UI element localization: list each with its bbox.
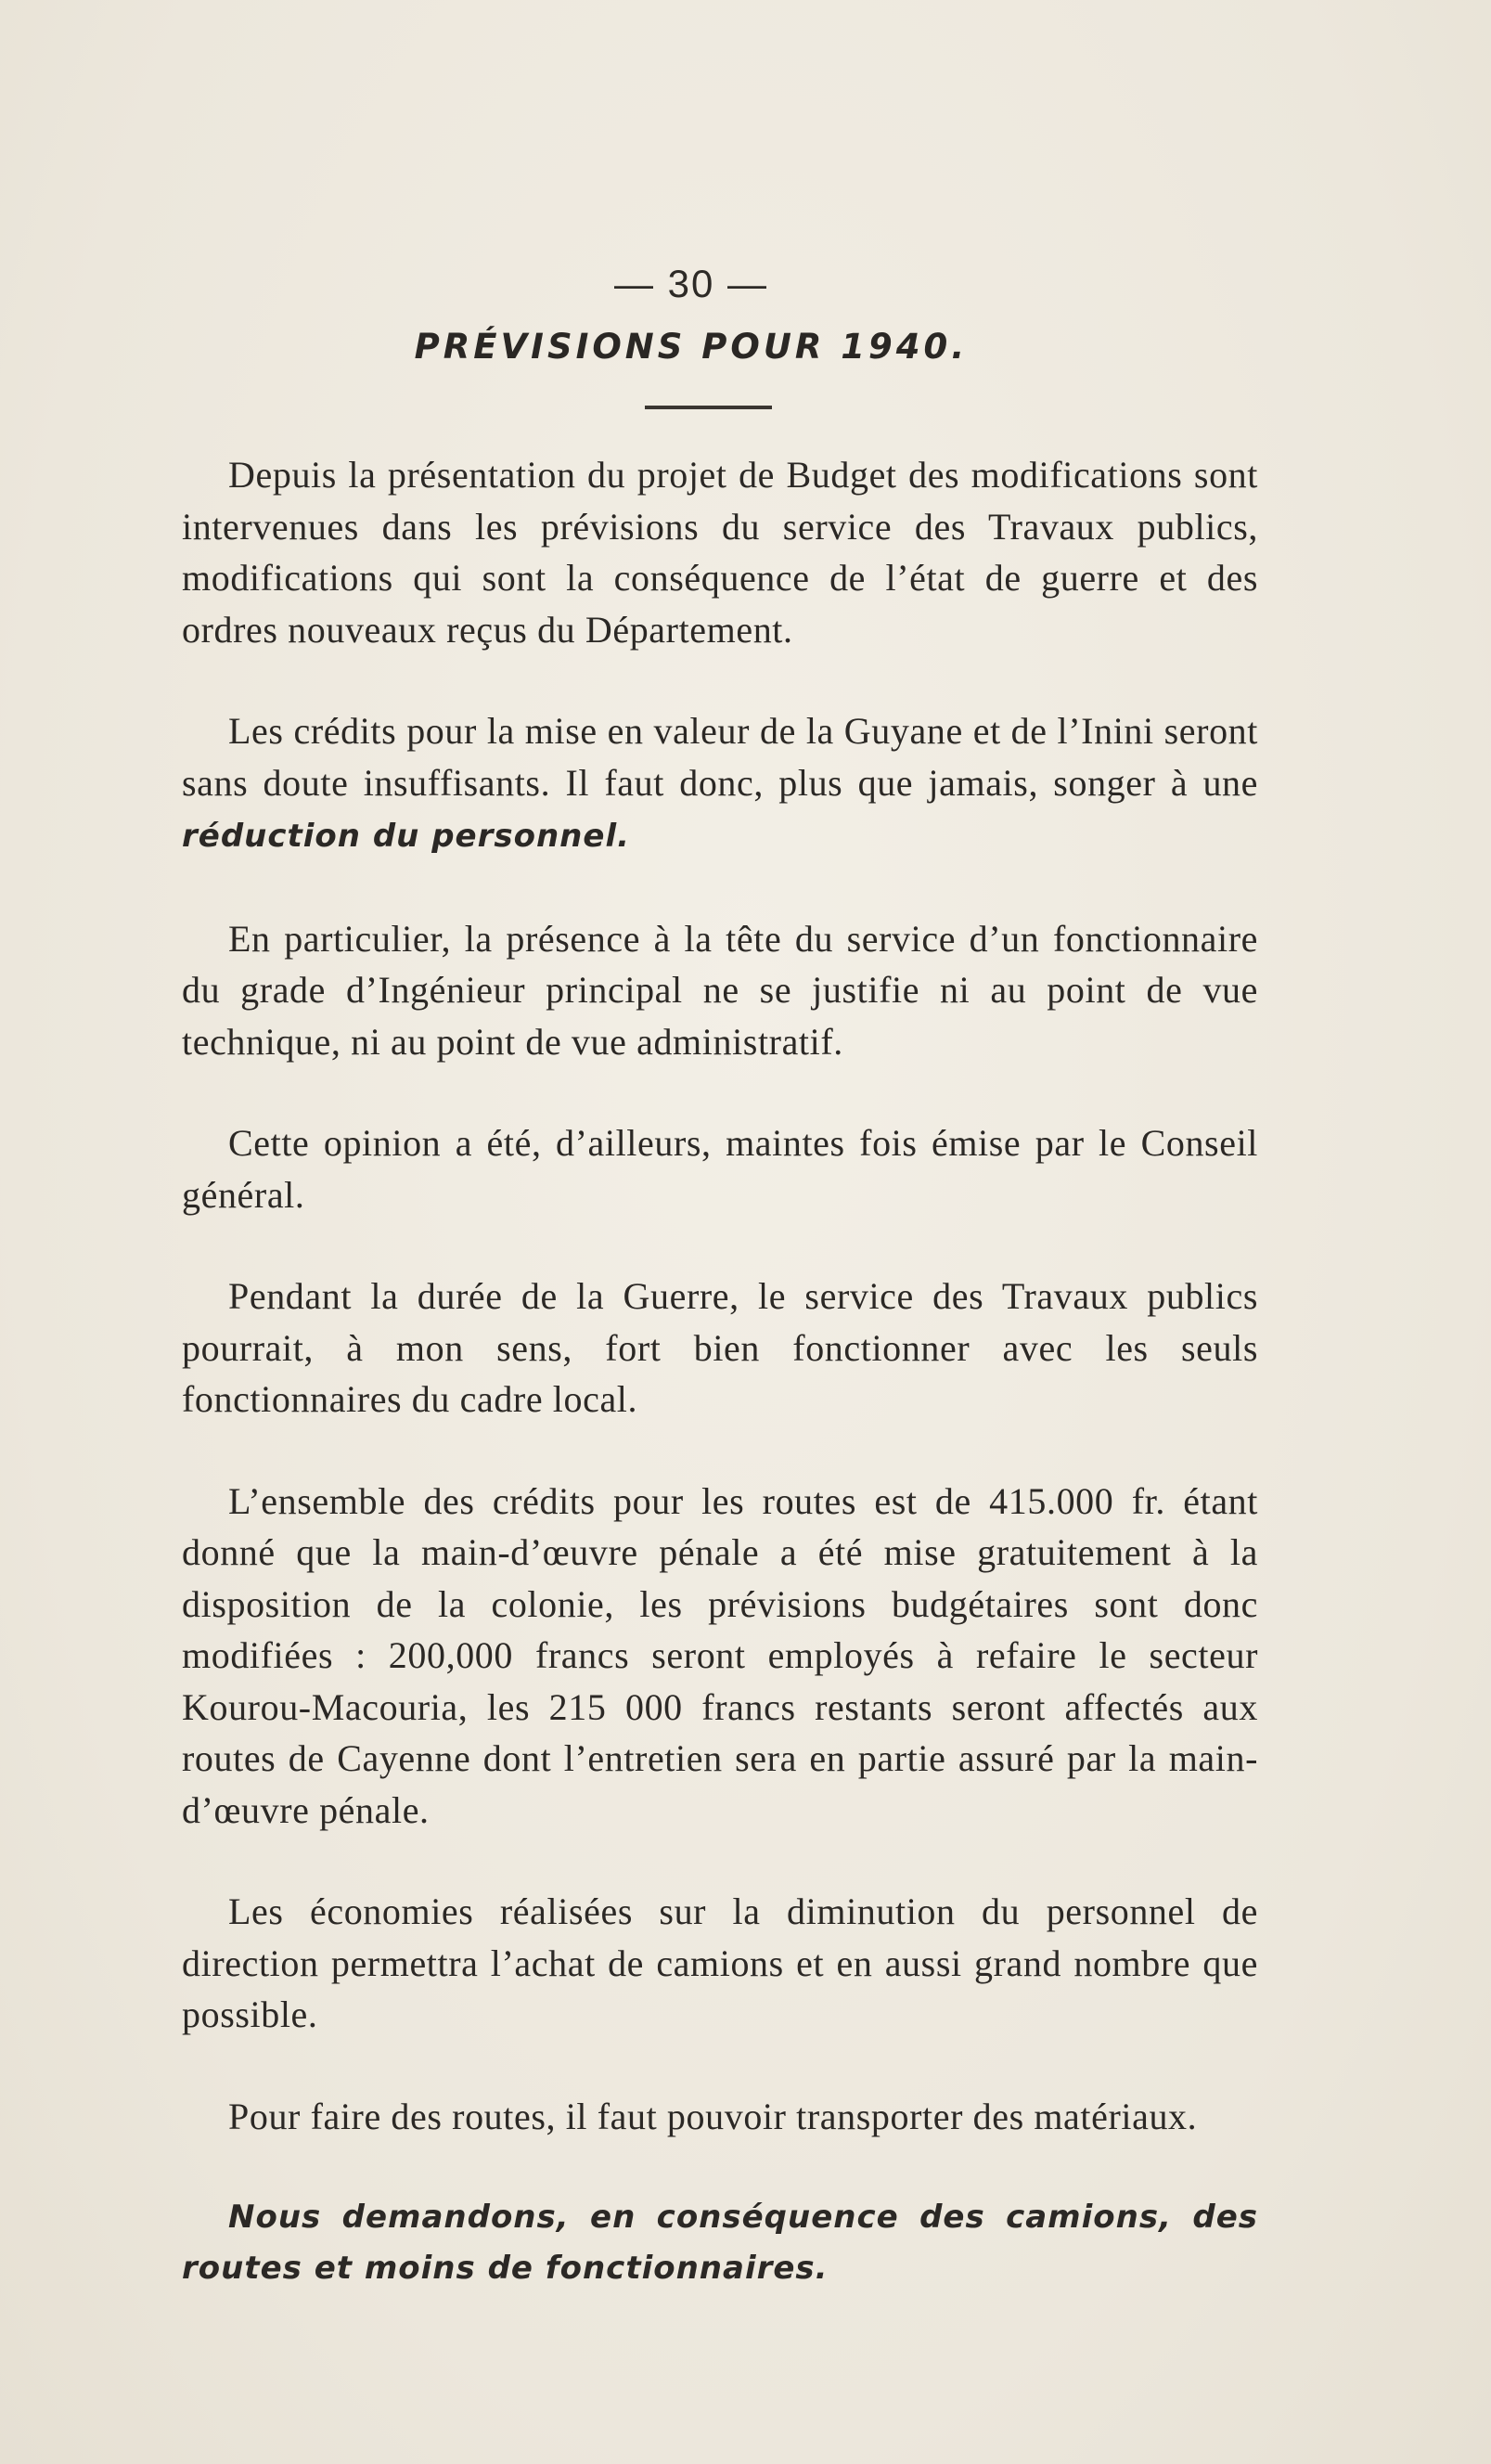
page-title: PRÉVISIONS POUR 1940. [414,327,969,367]
paragraph-7: Les économies réalisées sur la diminution du personnel de direction permettra l’achat de camions et en aussi grand nombre que possible. [182,1890,1258,2035]
title-divider [645,406,772,409]
paragraph-2-text: Les crédits pour la mise en valeur de la Guyane et de l’Inini seront sans doute insuffisants. Il faut donc, plus que jamais, songer à une [182,710,1258,804]
page-number: — 30 — [613,262,769,305]
paragraph-4: Cette opinion a été, d’ailleurs, maintes fois émise par le Conseil général. [182,1122,1258,1216]
paragraph-2-emphasis: réduction du personnel. [182,818,631,855]
paragraph-8: Pour faire des routes, il faut pouvoir transporter des matériaux. [228,2095,1198,2137]
paragraph-6: L’ensemble des crédits pour les routes est de 415.000 fr. étant donné que la main-d’œuvre pénale a été mise gratuitement à la disposition de la colonie, les prévisions budgétaires sont donc modifiées : 200,000 francs seront employés à refaire le secteur Kourou-Macouria, les 215 000 francs restants seront affectés aux routes de Cayenne dont l’entretien sera en partie assuré par la main-d’œuvre pénale. [182,1479,1258,1831]
closing-statement: Nous demandons, en conséquence des camions, des routes et moins de fonctionnaires. [182,2199,1258,2287]
paragraph-3: En particulier, la présence à la tête du service d’un fonctionnaire du grade d’Ingénieur principal ne se justifie ni au point de vue technique, ni au point de vue administratif. [182,917,1258,1063]
body-text [182,449,1258,2294]
paragraph-1: Depuis la présentation du projet de Budget des modifications sont intervenues dans les prévisions du service des Travaux publics, modifications qui sont la conséquence de l’état de guerre et des ordres nouveaux reçus du Département. [182,454,1258,651]
paragraph-2 [182,705,1258,863]
paragraph-5: Pendant la durée de la Guerre, le service des Travaux publics pourrait, à mon sens, fort bien fonctionner avec les seuls fonctionnaires du cadre local. [182,1275,1258,1420]
